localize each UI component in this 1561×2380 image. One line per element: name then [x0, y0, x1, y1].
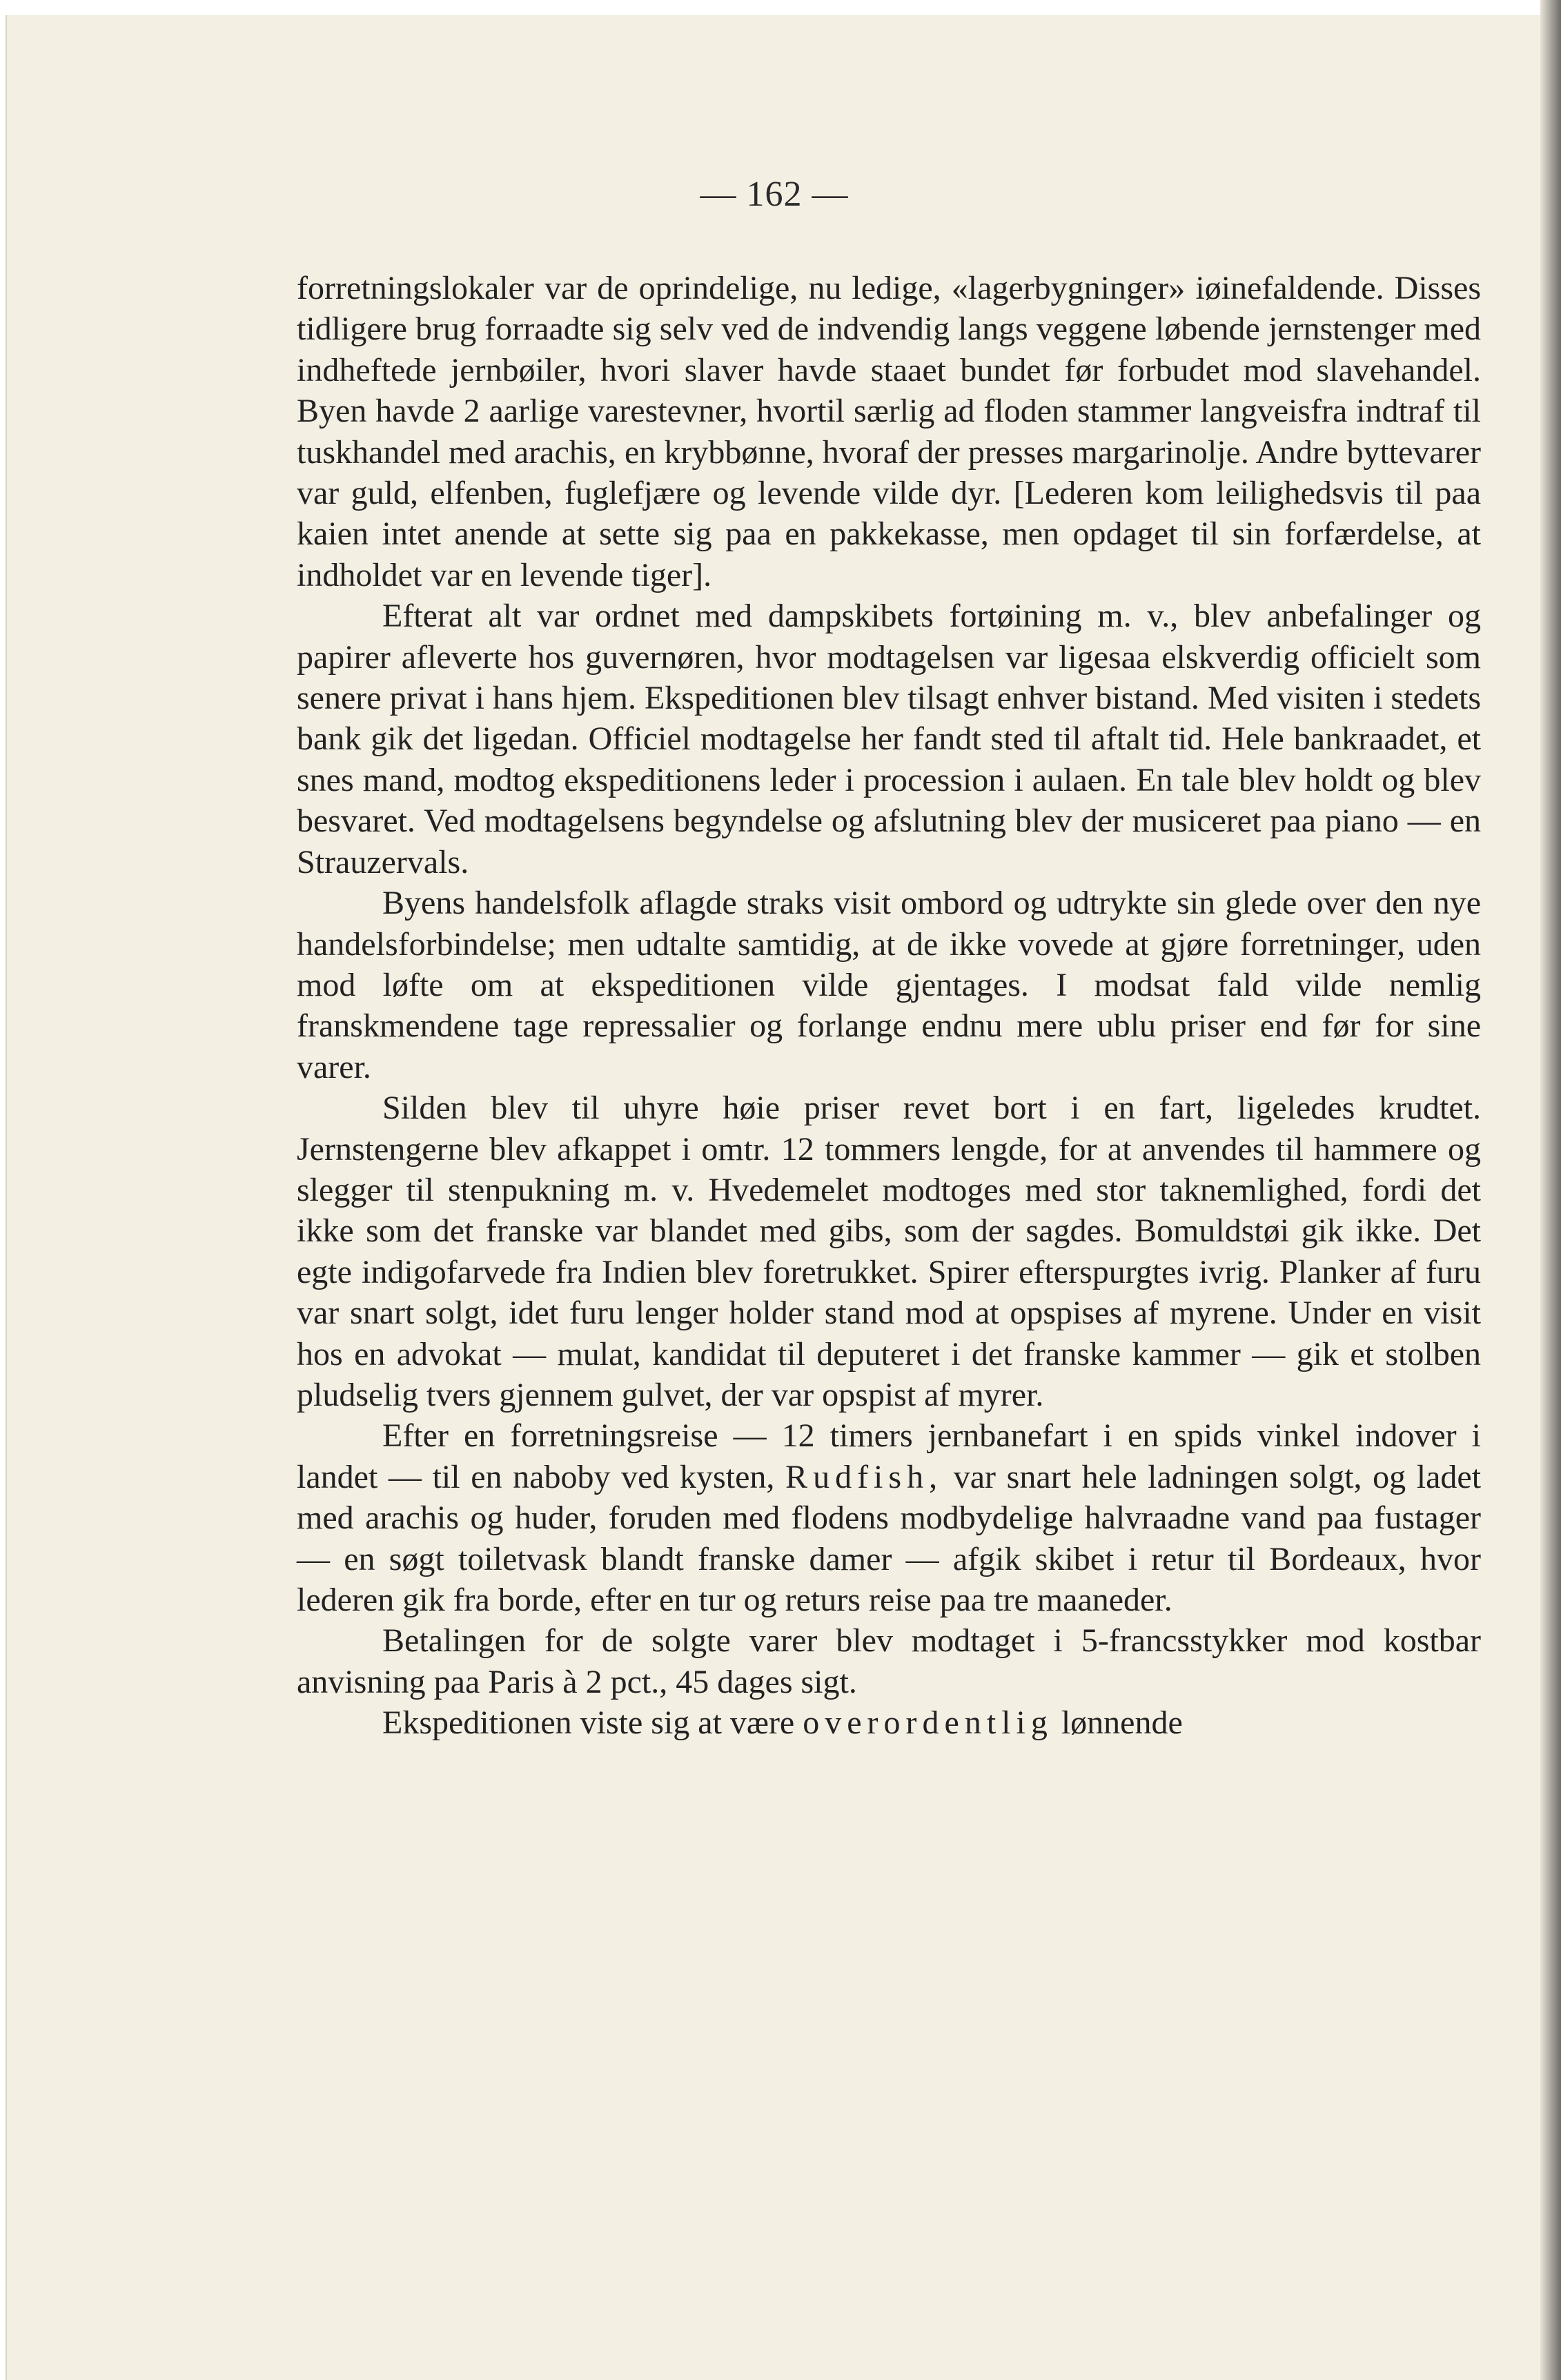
- paragraph-3-text: Byens handelsfolk aflagde straks visit ombord og udtrykte sin glede over den nye handelsforbindelse; men udtalte samtidig, at de ikke vovede at gjøre forretninger, uden mod løfte om at ekspeditionen vilde gjentages. I modsat fald vilde nemlig franskmendene tage repressalier og forlange endnu mere ublu priser end før for sine varer.: [297, 885, 1481, 1085]
- paragraph-3: [297, 883, 1481, 1088]
- body-text: [297, 268, 1481, 1744]
- page-edge-shadow: [1540, 0, 1561, 2380]
- paragraph-1-text: forretningslokaler var de oprindelige, nu ledige, «lagerbygninger» iøinefaldende. Disses tidligere brug forraadte sig selv ved de indvendig langs veggene løbende jernstenger med indheftede jernbøiler, hvori slaver havde staaet bundet før forbudet mod slavehandel. Byen havde 2 aarlige varestevner, hvortil særlig ad floden stammer langveisfra indtraf til tuskhandel med arachis, en krybbønne, hvoraf der presses margarinolje. Andre byttevarer var guld, elfenben, fuglefjære og levende vilde dyr. [Lederen kom leilighedsvis til paa kaien intet anende at sette sig paa en pakkekasse, men opdaget til sin forfærdelse, at indholdet var en levende tiger].: [297, 270, 1481, 593]
- paragraph-7-text-b: lønnende: [1061, 1704, 1183, 1742]
- paragraph-7-text-a: Ekspeditionen viste sig at være: [382, 1704, 795, 1742]
- paragraph-5-text-b: var snart hele ladningen solgt, og ladet med arachis og huder, foruden med flodens modbydelige halvraadne vand paa fustager — en søgt toiletvask blandt franske damer — afgik skibet i retur til Bordeaux, hvor lederen gik fra borde, efter en tur og returs reise paa tre maaneder.: [297, 1458, 1482, 1618]
- paragraph-6: [297, 1620, 1481, 1702]
- paragraph-6-text: Betalingen for de solgte varer blev modtaget i 5-francsstykker mod kostbar anvisning paa Paris à 2 pct., 45 dages sigt.: [297, 1622, 1481, 1700]
- paragraph-4-text: Silden blev til uhyre høie priser revet bort i en fart, ligeledes krudtet. Jernstengerne blev afkappet i omtr. 12 tommers lengde, for at anvendes til hammere og slegger til stenpukning m. v. Hvedemelet modtoges med stor taknemlighed, fordi det ikke som det franske var blandet med gibs, som der sagdes. Bomuldstøi gik ikke. Det egte indigofarvede fra Indien blev foretrukket. Spirer efterspurgtes ivrig. Planker af furu var snart solgt, idet furu lenger holder stand mod at opspises af myrene. Under en visit hos en advokat — mulat, kandidat til deputeret i det franske kammer — gik et stolben pludselig tvers gjennem gulvet, der var opspist af myrer.: [297, 1090, 1481, 1413]
- paragraph-2-text: Efterat alt var ordnet med dampskibets fortøining m. v., blev anbefalinger og papirer afleverte hos guvernøren, hvor modtagelsen var ligesaa elskverdig officielt som senere privat i hans hjem. Ekspeditionen blev tilsagt enhver bistand. Med visiten i stedets bank gik det ligedan. Officiel modtagelse her fandt sted til aftalt tid. Hele bankraadet, et snes mand, modtog ekspeditionens leder i procession i aulaen. En tale blev holdt og blev besvaret. Ved modtagelsens begyndelse og afslutning blev der musiceret paa piano — en Strauzervals.: [297, 598, 1481, 881]
- paragraph-5: [297, 1415, 1481, 1620]
- paragraph-7: [297, 1702, 1481, 1743]
- page-number: — 162 —: [700, 175, 849, 214]
- paragraph-1: [297, 268, 1481, 596]
- paragraph-4: [297, 1088, 1481, 1415]
- paragraph-2: [297, 596, 1481, 883]
- paragraph-5-text-a: Efter en forretningsreise — 12 timers jernbanefart i en spids vinkel indover i landet — til en naboby ved kysten,: [297, 1417, 1481, 1495]
- book-page: [6, 15, 1542, 2380]
- emphasis-overordentlig: overordentlig: [803, 1704, 1053, 1742]
- place-name-rudfish: Rudfish,: [785, 1458, 943, 1495]
